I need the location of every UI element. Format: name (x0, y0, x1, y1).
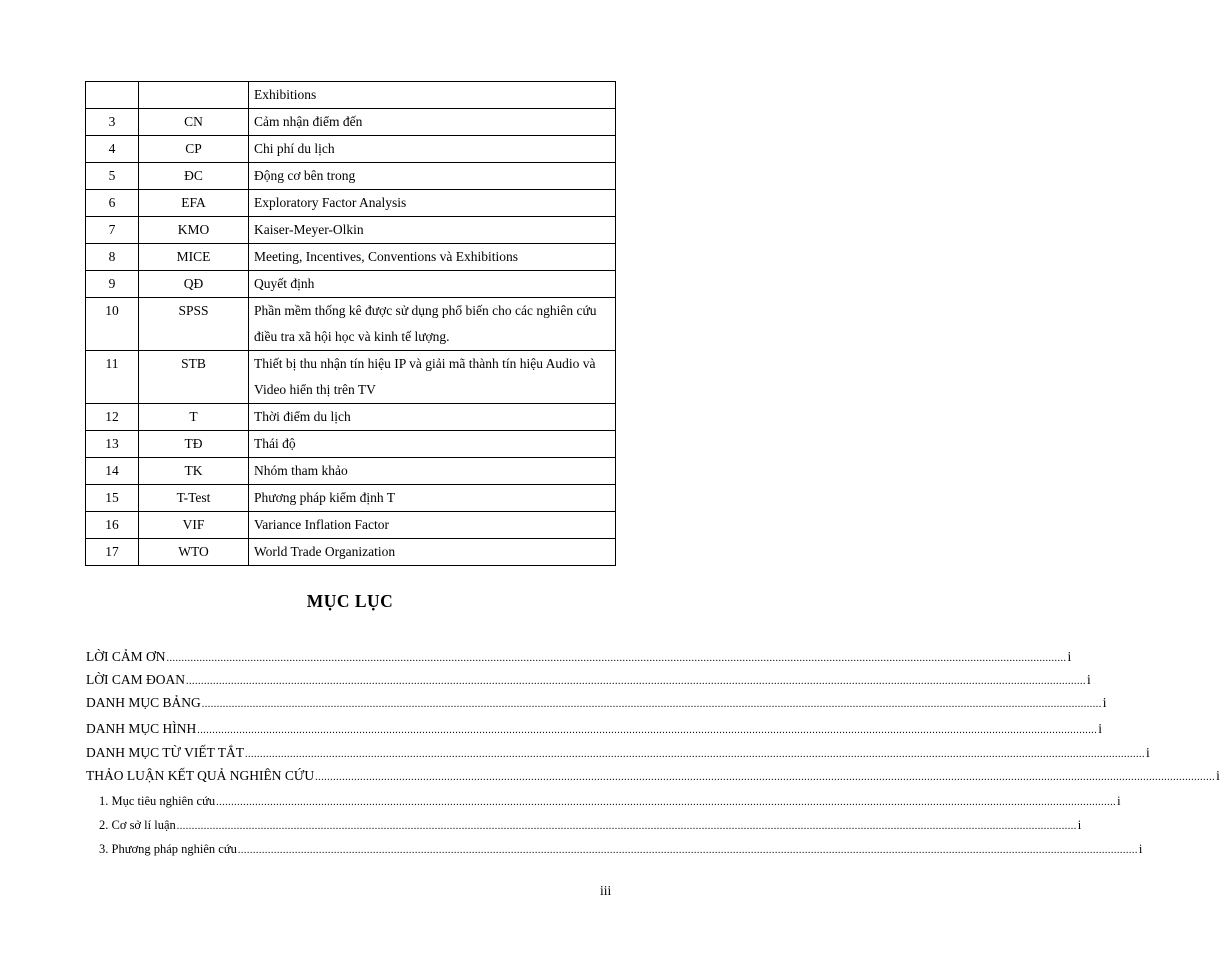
table-row (86, 217, 616, 244)
abbreviation-code: EFA (139, 190, 249, 217)
dot-leader: ............................................................................................................................................................................................................................................................................................................ (237, 845, 1138, 856)
abbreviation-table (85, 81, 616, 566)
dot-leader: ............................................................................................................................................................................................................................................................................................................ (315, 772, 1216, 783)
table-row (86, 82, 616, 109)
table-row (86, 512, 616, 539)
toc-entry-label: DANH MỤC HÌNH (86, 721, 197, 736)
abbreviation-meaning: Exhibitions (249, 82, 616, 109)
dot-leader: ............................................................................................................................................................................................................................................................................................................ (201, 699, 1102, 710)
toc-entry-label: DANH MỤC BẢNG (86, 695, 201, 710)
table-row (86, 404, 616, 431)
toc-entry-page: i (1077, 818, 1082, 832)
abbreviation-code: TK (139, 458, 249, 485)
abbreviation-code: T (139, 404, 249, 431)
abbreviation-code: WTO (139, 539, 249, 566)
toc-entry-label: 3. Phương pháp nghiên cứu (99, 842, 237, 856)
toc-entry-page: i (1216, 768, 1220, 783)
table-row (86, 298, 616, 351)
toc-entry-page: i (1102, 695, 1107, 710)
dot-leader: ............................................................................................................................................................................................................................................................................................................ (176, 821, 1077, 832)
dot-leader: ............................................................................................................................................................................................................................................................................................................ (244, 749, 1145, 760)
abbreviation-code: MICE (139, 244, 249, 271)
toc-entry-label: 1. Mục tiêu nghiên cứu (99, 794, 216, 808)
dot-leader: ............................................................................................................................................................................................................................................................................................................ (216, 797, 1117, 808)
toc-entry[interactable] (86, 745, 1150, 765)
table-row (86, 351, 616, 404)
table-row (86, 271, 616, 298)
table-row (86, 163, 616, 190)
row-number: 11 (86, 351, 139, 404)
table-row (86, 190, 616, 217)
toc-entry-page: i (1067, 649, 1072, 664)
row-number: 17 (86, 539, 139, 566)
abbreviation-meaning: Cảm nhận điểm đến (249, 109, 616, 136)
page-number: iii (600, 883, 612, 898)
toc-entry-page: i (1087, 672, 1091, 687)
toc-entry-label: LỜI CẢM ƠN (86, 649, 166, 664)
toc-entry[interactable] (99, 818, 1082, 838)
abbreviation-code: CP (139, 136, 249, 163)
abbreviation-meaning: Kaiser-Meyer-Olkin (249, 217, 616, 244)
toc-entry-label: DANH MỤC TỪ VIẾT TẮT (86, 745, 244, 760)
row-number: 8 (86, 244, 139, 271)
toc-entry-label: LỜI CAM ĐOAN (86, 672, 185, 687)
table-row (86, 109, 616, 136)
abbreviation-code: VIF (139, 512, 249, 539)
abbreviation-meaning: Exploratory Factor Analysis (249, 190, 616, 217)
toc-entry-label: 2. Cơ sở lí luận (99, 818, 176, 832)
abbreviation-code: STB (139, 351, 249, 404)
abbreviation-meaning: Động cơ bên trong (249, 163, 616, 190)
abbreviation-meaning: Thời điểm du lịch (249, 404, 616, 431)
table-row (86, 458, 616, 485)
table-row (86, 539, 616, 566)
toc-entry[interactable] (86, 672, 1091, 692)
toc-entry[interactable] (86, 768, 1220, 788)
toc-entry-page: i (1145, 745, 1150, 760)
row-number: 14 (86, 458, 139, 485)
table-row (86, 485, 616, 512)
abbreviation-meaning: Thiết bị thu nhận tín hiệu IP và giải mã thành tín hiệu Audio và Video hiển thị trên TV (249, 351, 616, 404)
abbreviation-code: T-Test (139, 485, 249, 512)
abbreviation-code (139, 82, 249, 109)
abbreviation-meaning: Variance Inflation Factor (249, 512, 616, 539)
row-number: 3 (86, 109, 139, 136)
toc-entry[interactable] (86, 695, 1107, 715)
row-number: 12 (86, 404, 139, 431)
row-number: 10 (86, 298, 139, 351)
abbreviation-code: QĐ (139, 271, 249, 298)
abbreviation-meaning: Thái độ (249, 431, 616, 458)
abbreviation-code: KMO (139, 217, 249, 244)
abbreviation-meaning: Nhóm tham khảo (249, 458, 616, 485)
table-row (86, 244, 616, 271)
row-number: 16 (86, 512, 139, 539)
abbreviation-meaning: Quyết định (249, 271, 616, 298)
abbreviation-meaning: World Trade Organization (249, 539, 616, 566)
toc-entry[interactable] (86, 649, 1072, 669)
toc-entry-page: i (1098, 721, 1103, 736)
toc-entry-label: THẢO LUẬN KẾT QUẢ NGHIÊN CỨU (86, 768, 315, 783)
abbreviation-meaning: Phương pháp kiểm định T (249, 485, 616, 512)
abbreviation-code: TĐ (139, 431, 249, 458)
row-number: 13 (86, 431, 139, 458)
abbreviation-code: CN (139, 109, 249, 136)
toc-title: MỤC LỤC (306, 591, 394, 611)
row-number: 4 (86, 136, 139, 163)
dot-leader: ............................................................................................................................................................................................................................................................................................................ (197, 725, 1098, 736)
table-row (86, 136, 616, 163)
row-number: 7 (86, 217, 139, 244)
abbreviation-code: ĐC (139, 163, 249, 190)
table-row (86, 431, 616, 458)
toc-entry[interactable] (99, 842, 1143, 862)
row-number (86, 82, 139, 109)
dot-leader: ............................................................................................................................................................................................................................................................................................................ (186, 676, 1086, 687)
row-number: 6 (86, 190, 139, 217)
abbreviation-code: SPSS (139, 298, 249, 351)
row-number: 5 (86, 163, 139, 190)
toc-entry-page: i (1117, 794, 1121, 808)
toc-entry-page: i (1138, 842, 1143, 856)
abbreviation-meaning: Meeting, Incentives, Conventions và Exhibitions (249, 244, 616, 271)
dot-leader: ............................................................................................................................................................................................................................................................................................................ (166, 653, 1067, 664)
abbreviation-meaning: Chi phí du lịch (249, 136, 616, 163)
row-number: 15 (86, 485, 139, 512)
toc-entry[interactable] (99, 794, 1121, 814)
toc-entry[interactable] (86, 721, 1103, 741)
abbreviation-meaning: Phần mềm thống kê được sử dụng phổ biến cho các nghiên cứu điều tra xã hội học và kinh tế lượng. (249, 298, 616, 351)
row-number: 9 (86, 271, 139, 298)
